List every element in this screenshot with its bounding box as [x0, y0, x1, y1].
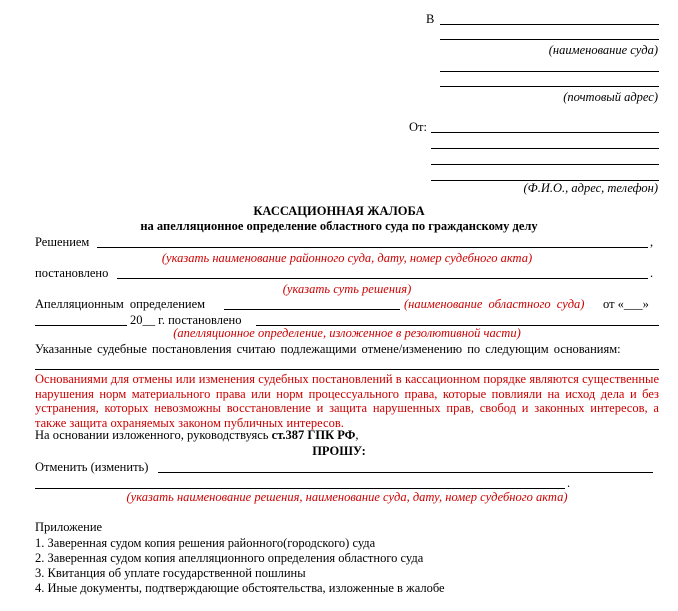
document-subtitle: на апелляционное определение областного суда по гражданскому делу	[140, 219, 538, 233]
cancel-line-2	[35, 488, 565, 489]
decision-line	[97, 247, 648, 248]
address-line-2	[440, 86, 659, 87]
decision-label: Решением	[35, 235, 90, 249]
decision-end: ,	[650, 235, 654, 249]
appeal-from: от «___»	[603, 297, 649, 311]
cancel-line-1	[158, 472, 653, 473]
from-line-2	[431, 148, 659, 149]
attachments-title: Приложение	[35, 520, 103, 534]
from-prefix: От:	[409, 120, 427, 134]
ruled-end: .	[650, 266, 654, 280]
basis-article: ст.387 ГПК РФ	[271, 428, 356, 442]
grounds-intro: Указанные судебные постановления считаю подлежащими отмене/изменению по следующим основаниям:	[35, 342, 621, 356]
cancel-label: Отменить (изменить)	[35, 460, 149, 474]
address-line-1	[440, 71, 659, 72]
appeal-court-line	[224, 309, 400, 310]
from-line-3	[431, 164, 659, 165]
court-line-1	[440, 24, 659, 25]
basis-prefix: На основании изложенного, руководствуясь	[35, 428, 272, 442]
cancel-hint: (указать наименование решения, наименование суда, дату, номер судебного акта)	[126, 490, 568, 504]
request-heading: ПРОШУ:	[312, 444, 366, 458]
appeal-court-hint: (наименование областного суда)	[404, 297, 585, 311]
address-hint: (почтовый адрес)	[563, 90, 658, 104]
appeal-label: Апелляционным определением	[35, 297, 206, 311]
attachment-item: 4. Иные документы, подтверждающие обстоятельства, изложенные в жалобе	[35, 581, 445, 595]
grounds-note: Основаниями для отмены или изменения судебных постановлений в кассационном порядке являются существенные нарушения норм материального права или норм процессуального права, которые повлияли на исход дела и без устранения, которых невозможны восстановление и защита нарушенных прав, свобод и законных интересов, а также защита охраняемых законом публичных интересов.	[35, 372, 659, 430]
from-line-1	[431, 132, 659, 133]
year-prefix: 20__ г. постановлено	[130, 313, 242, 327]
ruled-label: постановлено	[35, 266, 109, 280]
grounds-line	[35, 369, 659, 370]
attachment-item: 1. Заверенная судом копия решения районного(городского) суда	[35, 536, 376, 550]
court-line-2	[440, 39, 659, 40]
appeal-hint: (апелляционное определение, изложенное в резолютивной части)	[173, 326, 521, 340]
ruled-hint: (указать суть решения)	[282, 282, 412, 296]
basis-end: ,	[355, 428, 359, 442]
decision-hint: (указать наименование районного суда, дату, номер судебного акта)	[161, 251, 533, 265]
court-hint: (наименование суда)	[548, 43, 658, 57]
to-prefix: В	[426, 12, 435, 26]
basis-line	[35, 428, 359, 443]
person-hint: (Ф.И.О., адрес, телефон)	[523, 181, 658, 195]
attachment-item: 3. Квитанция об уплате государственной пошлины	[35, 566, 306, 580]
document-title: КАССАЦИОННАЯ ЖАЛОБА	[253, 204, 425, 218]
ruled-line	[117, 278, 648, 279]
attachment-item: 2. Заверенная судом копия апелляционного определения областного суда	[35, 551, 424, 565]
cancel-end: .	[567, 476, 571, 490]
